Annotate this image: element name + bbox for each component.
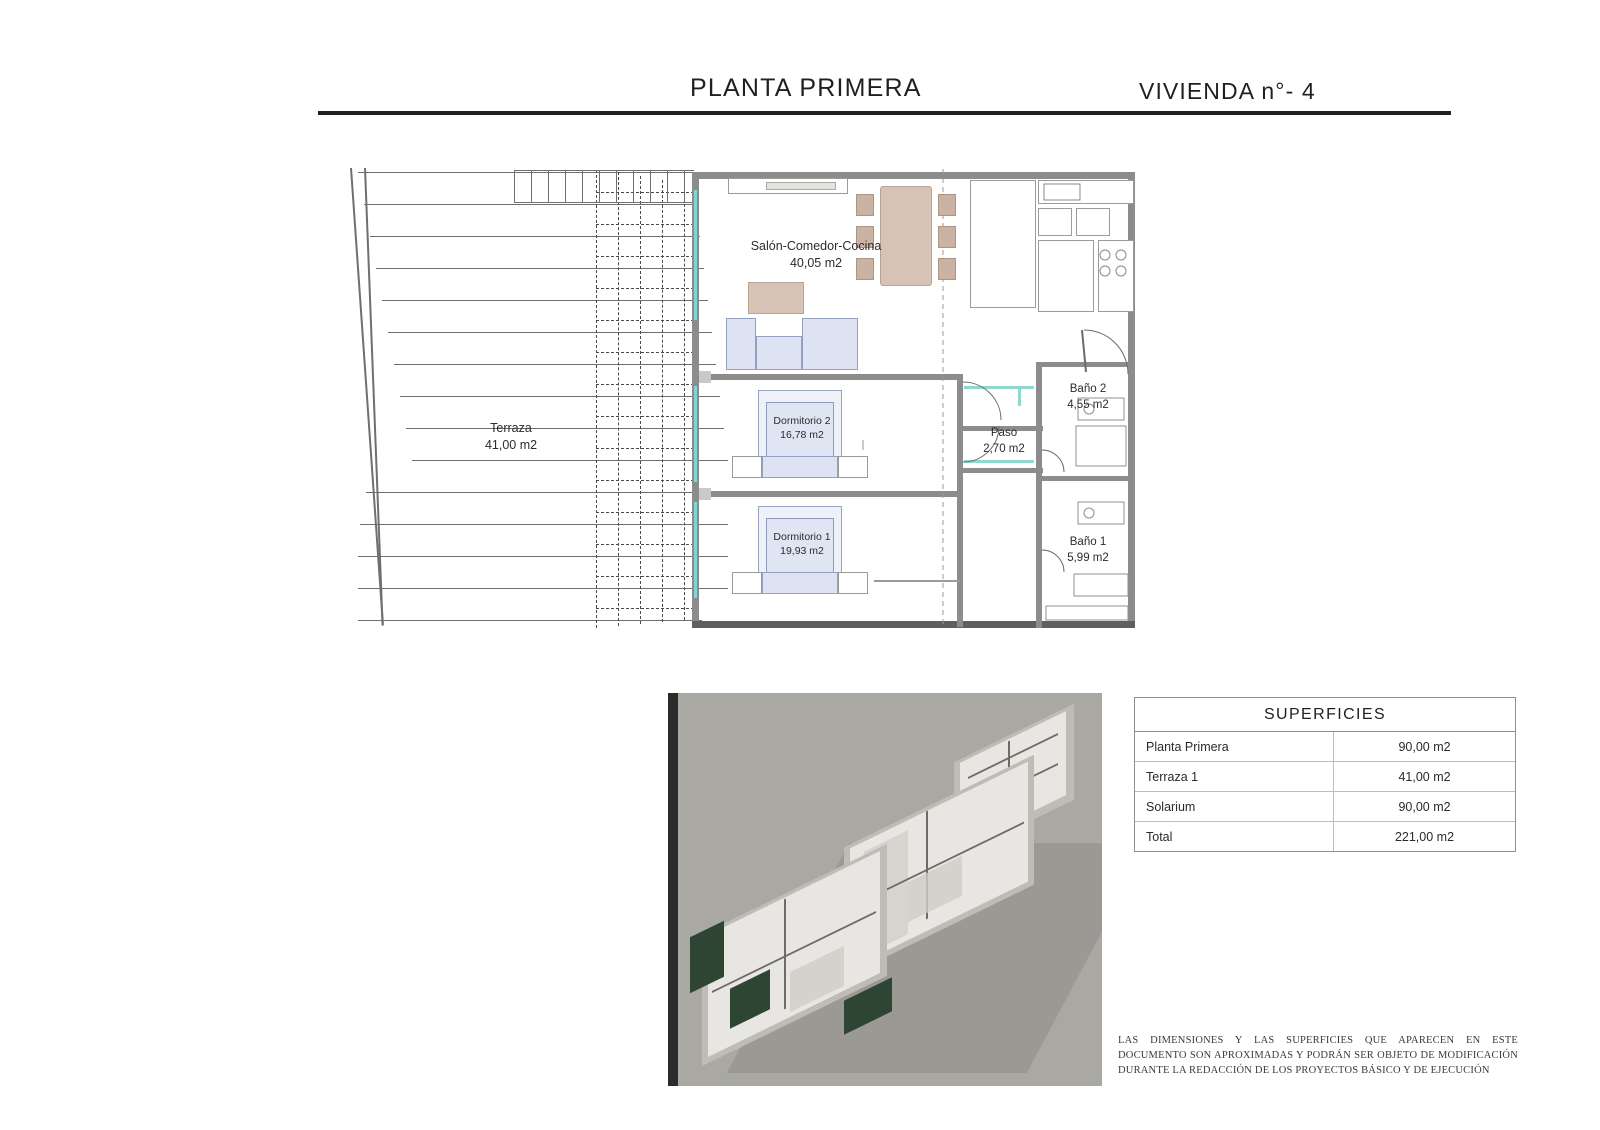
table-row (1135, 732, 1515, 762)
table-cell-value: 90,00 m2 (1398, 799, 1451, 814)
room-label-paso: Paso 2,70 m2 (983, 427, 1025, 455)
table-cell-label: Terraza 1 (1135, 762, 1334, 791)
room-label-dormitorio-2: Dormitorio 2 16,78 m2 (773, 415, 831, 442)
page-title-unit: VIVIENDA n°- 4 (1139, 78, 1316, 104)
room-label-dormitorio-1: Dormitorio 1 19,93 m2 (773, 531, 831, 558)
room-label-bano-2: Baño 2 4,55 m2 (1067, 383, 1109, 411)
table-cell-label: Solarium (1135, 792, 1334, 821)
table-cell-label: Planta Primera (1135, 732, 1334, 761)
isometric-render-image (668, 693, 1102, 1086)
room-label-bano-1: Baño 1 5,99 m2 (1067, 536, 1109, 564)
page-title-floor: PLANTA PRIMERA (690, 74, 922, 102)
table-cell-value: 221,00 m2 (1394, 829, 1455, 844)
sheet-header (0, 0, 1600, 130)
floor-plan-drawing (318, 150, 1458, 650)
table-row-total (1135, 822, 1515, 851)
table-cell-value: 90,00 m2 (1398, 739, 1451, 754)
room-label-terraza: Terraza 41,00 m2 (484, 421, 538, 452)
surfaces-table (1134, 697, 1516, 852)
table-row (1135, 762, 1515, 792)
table-cell-value: 41,00 m2 (1398, 769, 1451, 784)
surfaces-table-title: SUPERFICIES (1135, 698, 1515, 732)
disclaimer-text: LAS DIMENSIONES Y LAS SUPERFICIES QUE APARECEN EN ESTE DOCUMENTO SON APROXIMADAS Y PODRÁN SER OBJETO DE MODIFICACIÓN DURANTE LA REDACCIÓN DE LOS PROYECTOS BÁSICO Y DE EJECUCIÓN (1118, 1035, 1518, 1077)
table-row (1135, 792, 1515, 822)
header-divider (318, 111, 1451, 115)
render-left-stripe (668, 693, 678, 1086)
table-cell-label: Total (1135, 822, 1334, 851)
room-label-salon-comedor-cocina: Salón-Comedor-Cocina 40,05 m2 (750, 239, 882, 270)
